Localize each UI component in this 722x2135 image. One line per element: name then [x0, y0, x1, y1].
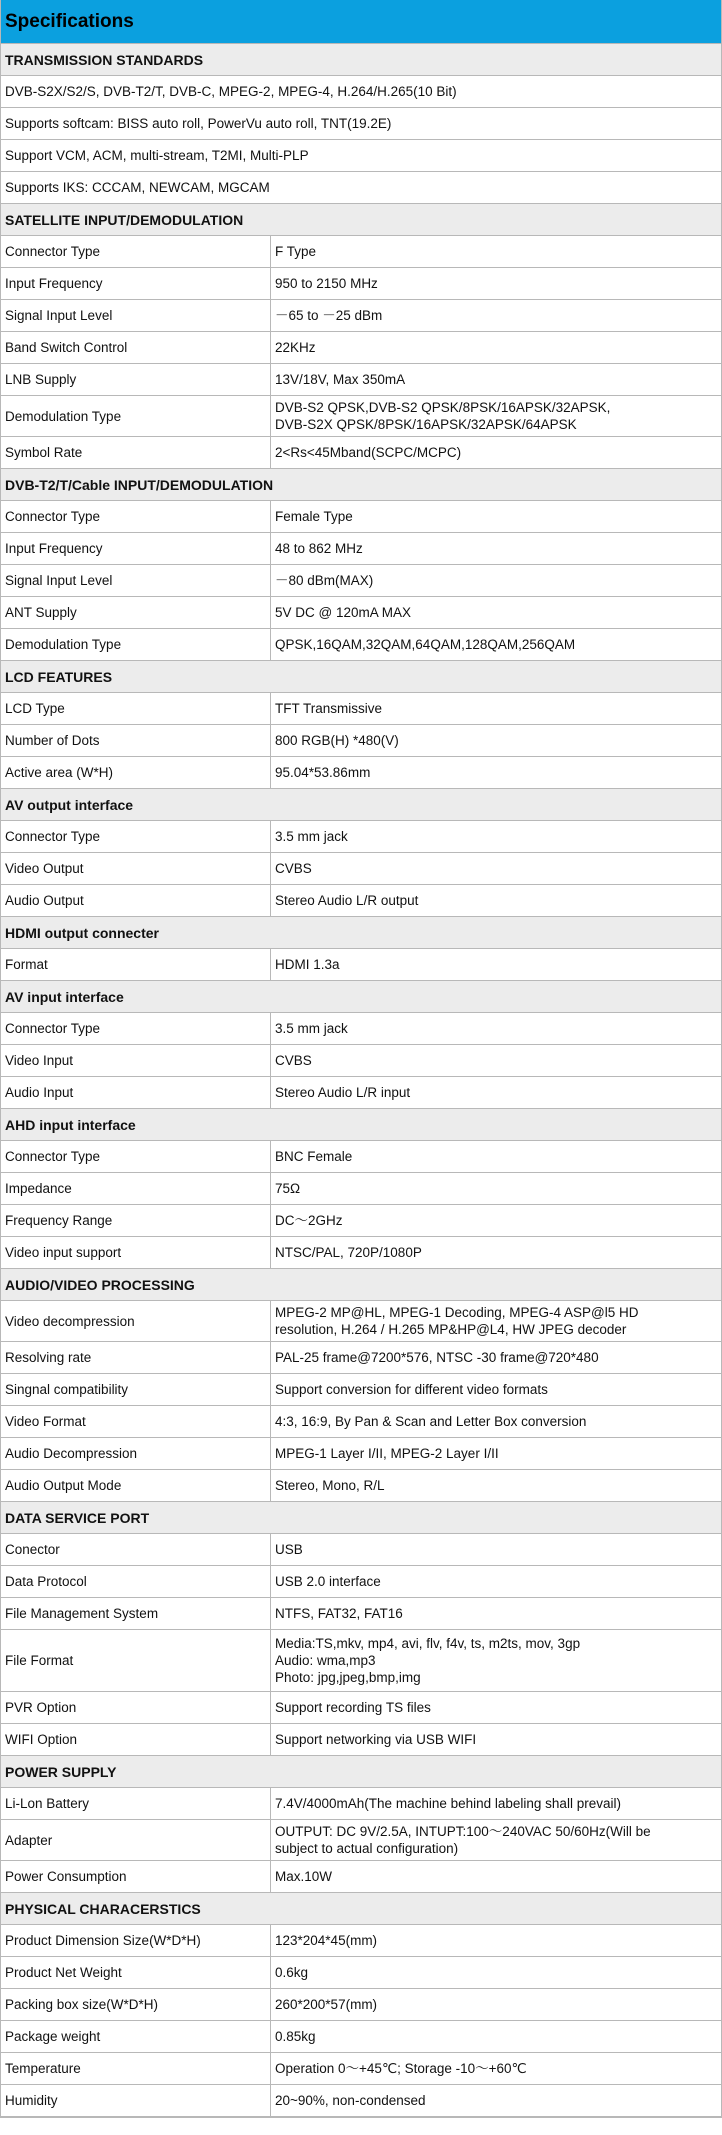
spec-value: 75Ω [275, 1181, 301, 1196]
spec-value: NTFS, FAT32, FAT16 [275, 1606, 403, 1621]
spec-value: HDMI 1.3a [275, 957, 340, 972]
spec-value: MPEG-2 MP@HL, MPEG-1 Decoding, MPEG-4 ASP@l5 HD resolution, H.264 / H.265 MP&HP@L4, HW JPEG decoder [275, 1305, 639, 1337]
spec-label: Format [1, 949, 271, 980]
spec-row [1, 1861, 721, 1893]
spec-label: Audio Decompression [1, 1438, 271, 1469]
spec-label: Audio Output Mode [1, 1470, 271, 1501]
spec-label: Temperature [1, 2053, 271, 2084]
spec-label: Connector Type [1, 501, 271, 532]
spec-label: Product Dimension Size(W*D*H) [1, 1925, 271, 1956]
spec-value: QPSK,16QAM,32QAM,64QAM,128QAM,256QAM [275, 637, 576, 652]
spec-label: Video Input [1, 1045, 271, 1076]
spec-label: Power Consumption [1, 1861, 271, 1892]
spec-note-row: DVB-S2X/S2/S, DVB-T2/T, DVB-C, MPEG-2, MPEG-4, H.264/H.265(10 Bit) [1, 76, 721, 108]
spec-row [1, 1566, 721, 1598]
spec-row [1, 1470, 721, 1502]
spec-value: 260*200*57(mm) [275, 1997, 378, 2012]
spec-label: Audio Input [1, 1077, 271, 1108]
section-heading: AV output interface [1, 789, 721, 821]
spec-value: 20~90%, non-condensed [275, 2093, 426, 2108]
spec-row [1, 1598, 721, 1630]
spec-row [1, 1724, 721, 1756]
spec-row [1, 1692, 721, 1724]
spec-note-row: Supports softcam: BISS auto roll, PowerVu auto roll, TNT(19.2E) [1, 108, 721, 140]
spec-label: File Management System [1, 1598, 271, 1629]
spec-value: USB [275, 1542, 303, 1557]
spec-value: Operation 0～+45℃; Storage -10～+60℃ [275, 2061, 527, 2076]
spec-row [1, 725, 721, 757]
spec-label: Video input support [1, 1237, 271, 1268]
spec-row [1, 1788, 721, 1820]
spec-value: 4:3, 16:9, By Pan & Scan and Letter Box conversion [275, 1414, 587, 1429]
spec-value: 3.5 mm jack [275, 829, 348, 844]
section-heading: AHD input interface [1, 1109, 721, 1141]
spec-label: Audio Output [1, 885, 271, 916]
spec-value: Support recording TS files [275, 1700, 431, 1715]
spec-note-row: Supports IKS: CCCAM, NEWCAM, MGCAM [1, 172, 721, 204]
spec-label: Resolving rate [1, 1342, 271, 1373]
spec-label: Video Output [1, 853, 271, 884]
section-heading: POWER SUPPLY [1, 1756, 721, 1788]
spec-value: TFT Transmissive [275, 701, 383, 716]
spec-label: Connector Type [1, 821, 271, 852]
section-heading: LCD FEATURES [1, 661, 721, 693]
spec-label: Li-Lon Battery [1, 1788, 271, 1819]
spec-row [1, 1957, 721, 1989]
spec-label: Connector Type [1, 1141, 271, 1172]
spec-row [1, 437, 721, 469]
section-heading: AV input interface [1, 981, 721, 1013]
spec-row [1, 332, 721, 364]
spec-label: Product Net Weight [1, 1957, 271, 1988]
spec-row [1, 1141, 721, 1173]
spec-label: Demodulation Type [1, 629, 271, 660]
spec-label: Impedance [1, 1173, 271, 1204]
spec-label: ANT Supply [1, 597, 271, 628]
section-heading: AUDIO/VIDEO PROCESSING [1, 1269, 721, 1301]
spec-value: 123*204*45(mm) [275, 1933, 378, 1948]
spec-label: Demodulation Type [1, 396, 271, 436]
spec-value: OUTPUT: DC 9V/2.5A, INTUPT:100～240VAC 50/60Hz(Will be subject to actual configuration) [275, 1824, 651, 1856]
spec-row [1, 821, 721, 853]
spec-value: F Type [275, 244, 317, 259]
section-heading: TRANSMISSION STANDARDS [1, 44, 721, 76]
spec-row [1, 565, 721, 597]
spec-value: 5V DC @ 120mA MAX [275, 605, 412, 620]
spec-label: Packing box size(W*D*H) [1, 1989, 271, 2020]
spec-label: Symbol Rate [1, 437, 271, 468]
spec-value: Media:TS,mkv, mp4, avi, flv, f4v, ts, m2ts, mov, 3gp Audio: wma,mp3 Photo: jpg,jpeg,bmp,img [275, 1636, 581, 1685]
spec-value: Max.10W [275, 1869, 333, 1884]
section-heading: SATELLITE INPUT/DEMODULATION [1, 204, 721, 236]
spec-row [1, 1438, 721, 1470]
spec-label: PVR Option [1, 1692, 271, 1723]
spec-row [1, 1630, 721, 1692]
spec-value: 0.85kg [275, 2029, 316, 2044]
spec-row [1, 533, 721, 565]
spec-label: Band Switch Control [1, 332, 271, 363]
page-title: Specifications [1, 0, 721, 44]
spec-value: Stereo Audio L/R input [275, 1085, 411, 1100]
spec-row [1, 1342, 721, 1374]
spec-value: BNC Female [275, 1149, 353, 1164]
spec-note-row: Support VCM, ACM, multi-stream, T2MI, Multi-PLP [1, 140, 721, 172]
spec-row [1, 1013, 721, 1045]
spec-value: 950 to 2150 MHz [275, 276, 378, 291]
spec-value: 2<Rs<45Mband(SCPC/MCPC) [275, 445, 462, 460]
spec-row [1, 597, 721, 629]
spec-row [1, 2021, 721, 2053]
spec-row [1, 364, 721, 396]
spec-label: Singnal compatibility [1, 1374, 271, 1405]
spec-value: MPEG-1 Layer I/II, MPEG-2 Layer I/II [275, 1446, 499, 1461]
spec-value: DC～2GHz [275, 1213, 343, 1228]
section-heading: DATA SERVICE PORT [1, 1502, 721, 1534]
spec-value: 22KHz [275, 340, 316, 355]
spec-value: PAL-25 frame@7200*576, NTSC -30 frame@720*480 [275, 1350, 599, 1365]
spec-value: 13V/18V, Max 350mA [275, 372, 406, 387]
spec-row [1, 853, 721, 885]
spec-label: Frequency Range [1, 1205, 271, 1236]
spec-value: 800 RGB(H) *480(V) [275, 733, 399, 748]
spec-row [1, 236, 721, 268]
spec-row [1, 300, 721, 332]
spec-label: Signal Input Level [1, 300, 271, 331]
spec-row [1, 1077, 721, 1109]
spec-value: CVBS [275, 1053, 312, 1068]
spec-label: Conector [1, 1534, 271, 1565]
spec-label: Video decompression [1, 1301, 271, 1341]
spec-value: Stereo Audio L/R output [275, 893, 419, 908]
spec-value: DVB-S2 QPSK,DVB-S2 QPSK/8PSK/16APSK/32APSK, DVB-S2X QPSK/8PSK/16APSK/32APSK/64APSK [275, 400, 611, 432]
spec-label: Adapter [1, 1820, 271, 1860]
spec-row [1, 1989, 721, 2021]
spec-row [1, 1237, 721, 1269]
section-heading: DVB-T2/T/Cable INPUT/DEMODULATION [1, 469, 721, 501]
spec-label: Input Frequency [1, 268, 271, 299]
spec-row [1, 1925, 721, 1957]
spec-label: Connector Type [1, 236, 271, 267]
spec-value: －80 dBm(MAX) [275, 573, 374, 588]
section-heading: PHYSICAL CHARACERSTICS [1, 1893, 721, 1925]
spec-label: LNB Supply [1, 364, 271, 395]
spec-row [1, 1301, 721, 1342]
spec-label: Active area (W*H) [1, 757, 271, 788]
spec-value: NTSC/PAL, 720P/1080P [275, 1245, 422, 1260]
spec-label: Video Format [1, 1406, 271, 1437]
spec-label: Signal Input Level [1, 565, 271, 596]
spec-row [1, 629, 721, 661]
spec-label: Package weight [1, 2021, 271, 2052]
spec-row [1, 1406, 721, 1438]
spec-table [1, 44, 721, 2117]
spec-value: 0.6kg [275, 1965, 309, 1980]
spec-value: CVBS [275, 861, 312, 876]
spec-value: －65 to －25 dBm [275, 308, 383, 323]
spec-value: 95.04*53.86mm [275, 765, 371, 780]
spec-row [1, 501, 721, 533]
spec-label: Data Protocol [1, 1566, 271, 1597]
spec-label: Number of Dots [1, 725, 271, 756]
spec-row [1, 1534, 721, 1566]
spec-value: Support networking via USB WIFI [275, 1732, 477, 1747]
spec-label: File Format [1, 1630, 271, 1691]
spec-label: Connector Type [1, 1013, 271, 1044]
spec-row [1, 1205, 721, 1237]
spec-row [1, 2053, 721, 2085]
spec-row [1, 1820, 721, 1861]
spec-row [1, 268, 721, 300]
spec-row [1, 885, 721, 917]
spec-row [1, 1374, 721, 1406]
spec-value: Stereo, Mono, R/L [275, 1478, 385, 1493]
spec-value: Female Type [275, 509, 353, 524]
spec-value: Support conversion for different video formats [275, 1382, 548, 1397]
spec-row [1, 949, 721, 981]
spec-label: LCD Type [1, 693, 271, 724]
spec-value: 48 to 862 MHz [275, 541, 363, 556]
spec-label: Input Frequency [1, 533, 271, 564]
spec-row [1, 1173, 721, 1205]
spec-row [1, 757, 721, 789]
spec-row [1, 693, 721, 725]
section-heading: HDMI output connecter [1, 917, 721, 949]
spec-value: USB 2.0 interface [275, 1574, 381, 1589]
spec-row [1, 2085, 721, 2117]
spec-label: WIFI Option [1, 1724, 271, 1755]
spec-row [1, 1045, 721, 1077]
spec-row [1, 396, 721, 437]
spec-label: Humidity [1, 2085, 271, 2116]
spec-value: 3.5 mm jack [275, 1021, 348, 1036]
spec-value: 7.4V/4000mAh(The machine behind labeling shall prevail) [275, 1796, 621, 1811]
